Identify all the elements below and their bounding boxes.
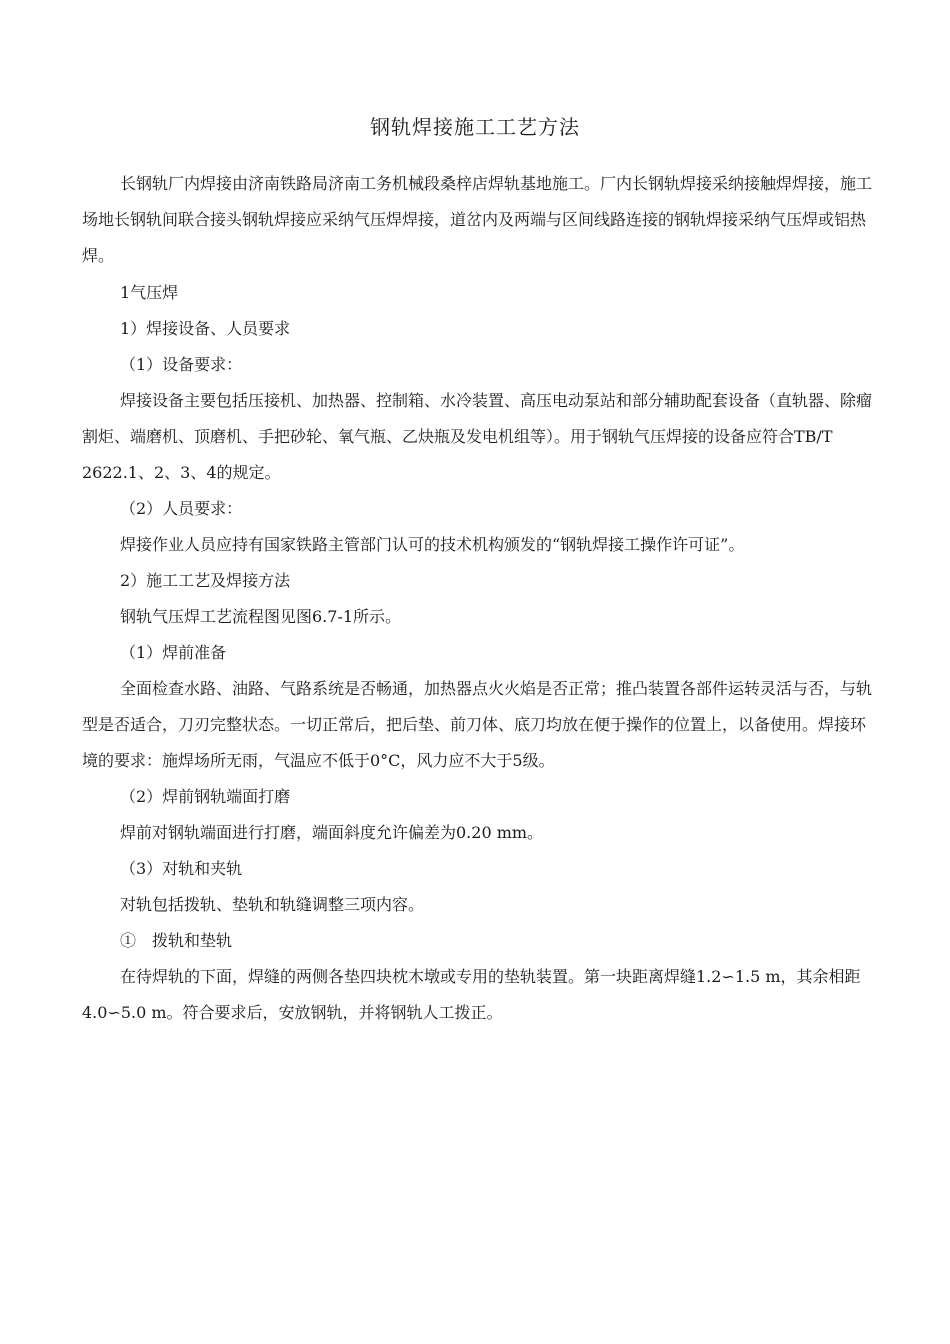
item-end-face-grinding: （2）焊前钢轨端面打磨	[120, 787, 291, 806]
alignment-paragraph: 对轨包括拨轨、垫轨和轨缝调整三项内容。	[120, 895, 425, 914]
subheading-process-method: 2）施工工艺及焊接方法	[120, 571, 291, 590]
item-personnel-requirements: （2）人员要求：	[120, 499, 243, 518]
grinding-paragraph: 焊前对钢轨端面进行打磨，端面斜度允许偏差为0.20 mm。	[120, 823, 544, 842]
document-title: 钢轨焊接施工工艺方法	[370, 115, 580, 139]
item-pre-weld-preparation: （1）焊前准备	[120, 643, 227, 662]
section-heading-gas-pressure-welding: 1气压焊	[120, 283, 179, 302]
intro-paragraph: 长钢轨厂内焊接由济南铁路局济南工务机械段桑梓店焊轨基地施工。厂内长钢轨焊接采纳接触焊焊接，施工场地长钢轨间联合接头钢轨焊接应采纳气压焊焊接，道岔内及两端与区间线路连接的钢轨焊接采纳气压焊或铝热焊。	[82, 174, 873, 265]
item-rail-aligning-padding: ① 拨轨和垫轨	[120, 931, 233, 950]
subheading-equipment-personnel: 1）焊接设备、人员要求	[120, 319, 291, 338]
equipment-paragraph: 焊接设备主要包括压接机、加热器、控制箱、水冷装置、高压电动泵站和部分辅助配套设备（直轨器、除瘤割炬、端磨机、顶磨机、手把砂轮、氧气瓶、乙炔瓶及发电机组等）。用于钢轨气压焊接的设备应符合TB/T 2622.1、2、3、4的规定。	[82, 391, 873, 482]
flow-chart-reference: 钢轨气压焊工艺流程图见图6.7-1所示。	[120, 607, 402, 626]
personnel-paragraph: 焊接作业人员应持有国家铁路主管部门认可的技术机构颁发的“钢轨焊接工操作许可证”。	[120, 535, 745, 554]
item-equipment-requirements: （1）设备要求：	[120, 355, 243, 374]
item-rail-alignment-clamping: （3）对轨和夹轨	[120, 859, 243, 878]
preparation-paragraph: 全面检查水路、油路、气路系统是否畅通，加热器点火火焰是否正常；推凸装置各部件运转灵活与否，与轨型是否适合，刀刃完整状态。一切正常后，把后垫、前刀体、底刀均放在便于操作的位置上，以备使用。焊接环境的要求：施焊场所无雨，气温应不低于0°C，风力应不大于5级。	[82, 679, 873, 770]
padding-paragraph: 在待焊轨的下面，焊缝的两侧各垫四块枕木墩或专用的垫轨装置。第一块距离焊缝1.2∽1.5 m，其余相距4.0∽5.0 m。符合要求后，安放钢轨，并将钢轨人工拨正。	[82, 967, 861, 1022]
